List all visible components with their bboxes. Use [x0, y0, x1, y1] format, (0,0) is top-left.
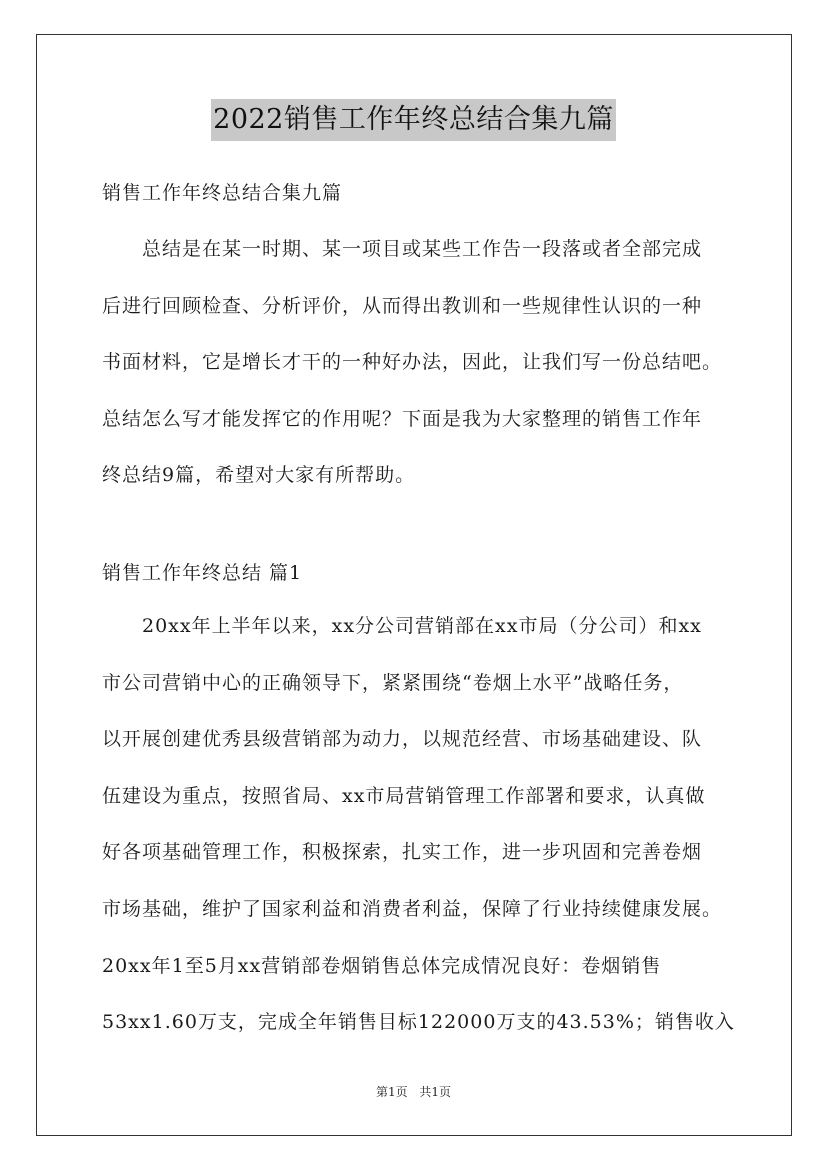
page-total: 共1页: [419, 1085, 452, 1099]
section-heading: 销售工作年终总结 篇1: [102, 562, 303, 584]
page-number: 第1页: [375, 1085, 408, 1099]
paragraph-line: 20xx年上半年以来，xx分公司营销部在xx市局（分公司）和xx: [142, 615, 702, 637]
paragraph-line: 书面材料，它是增长才干的一种好办法，因此，让我们写一份总结吧。: [102, 351, 723, 374]
section-paragraph: [102, 598, 742, 1051]
page-footer: [0, 1083, 827, 1100]
paragraph-line: 53xx1.60万支，完成全年销售目标122000万支的43.53%；销售收入: [102, 1011, 735, 1034]
paragraph-line: 20xx年1至5月xx营销部卷烟销售总体完成情况良好：卷烟销售: [102, 954, 662, 977]
document-title: 2022销售工作年终总结合集九篇: [211, 99, 616, 141]
paragraph-line: 伍建设为重点，按照省局、xx市局营销管理工作部署和要求，认真做: [102, 784, 706, 807]
paragraph-line: 总结是在某一时期、某一项目或某些工作告一段落或者全部完成: [142, 238, 703, 260]
paragraph-line: 好各项基础管理工作，积极探索，扎实工作，进一步巩固和完善卷烟: [102, 841, 703, 864]
paragraph-line: 终总结9篇，希望对大家有所帮助。: [102, 464, 416, 487]
paragraph-line: 后进行回顾检查、分析评价，从而得出教训和一些规律性认识的一种: [102, 294, 703, 317]
intro-paragraph: [102, 221, 742, 504]
title-container: [0, 99, 827, 141]
paragraph-line: 市场基础，维护了国家利益和消费者利益，保障了行业持续健康发展。: [102, 897, 723, 920]
paragraph-line: 市公司营销中心的正确领导下，紧紧围绕“卷烟上水平”战略任务，: [102, 671, 684, 694]
paragraph-line: 总结怎么写才能发挥它的作用呢？下面是我为大家整理的销售工作年: [102, 407, 703, 430]
paragraph-line: 以开展创建优秀县级营销部为动力，以规范经营、市场基础建设、队: [102, 728, 703, 751]
document-subtitle: 销售工作年终总结合集九篇: [102, 182, 343, 204]
